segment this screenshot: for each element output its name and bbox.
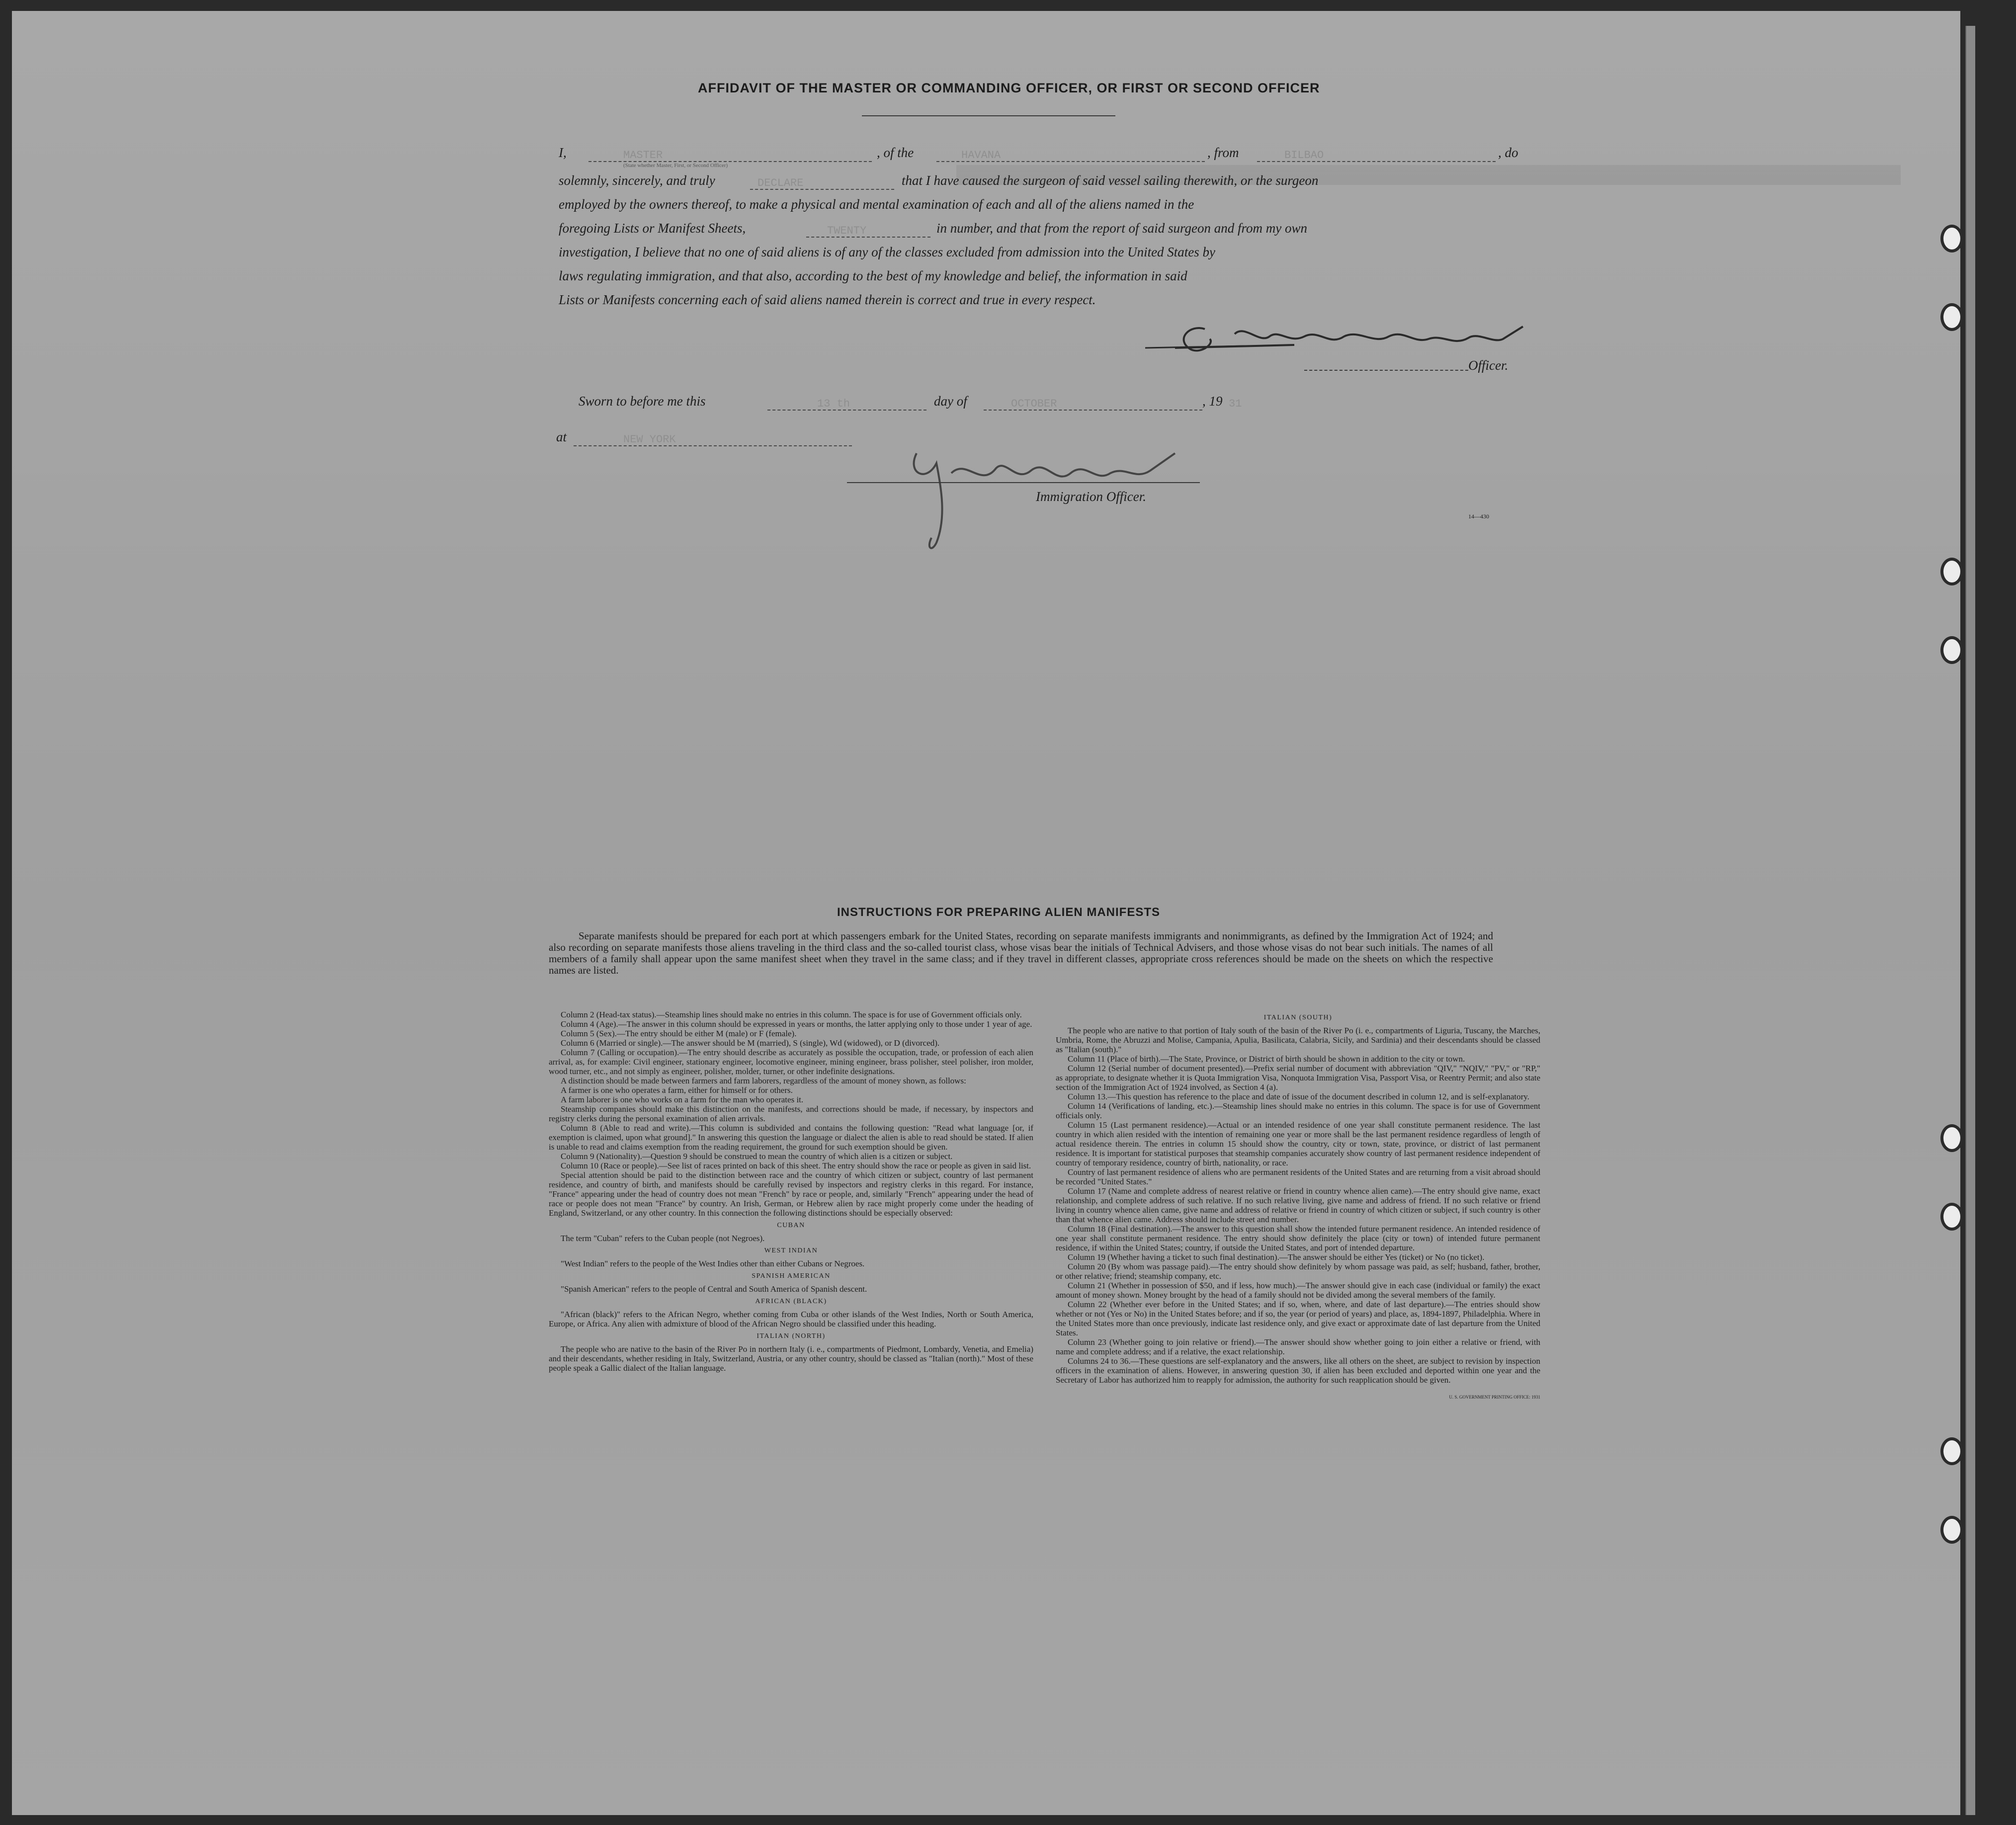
- sheets-value: TWENTY: [827, 225, 867, 237]
- right-column-heading: ITALIAN (SOUTH): [1263, 1014, 1333, 1021]
- instruction-paragraph: Column 4 (Age).—The answer in this column should be expressed in years or months, the latter applying only to those under 1 year of age.: [561, 1019, 1032, 1029]
- instruction-paragraph: Country of last permanent residence of aliens who are permanent residents of the United States and are returning from a visit abroad should be recorded "United States.": [1056, 1167, 1540, 1186]
- binder-hole: [1940, 1203, 1963, 1231]
- officer-label: Officer.: [1468, 358, 1509, 373]
- section-text: The people who are native to the basin of the River Po in northern Italy (i. e., compartments of Piedmont, Lombardy, Venetia, and Emelia) and their descendants, whether residing in Italy, Switzerland, Austria, or any other country, should be classed as "Italian (north)." Most of these people speak a Gallic dialect of the Italian language.: [549, 1344, 1033, 1373]
- instruction-paragraph: Column 8 (Able to read and write).—This column is subdivided and contains the following question: "Read what language [or, if exemption is claimed, upon what ground]." In answering this question the language or dialect the alien is able to read should be stated. If alien is unable to read and claims exemption from the reading requirement, the ground for such exemption should be given.: [549, 1123, 1033, 1152]
- affidavit-line7: Lists or Manifests concerning each of said aliens named therein is correct and true in every respect.: [559, 292, 1096, 307]
- vessel-value: HAVANA: [961, 149, 1001, 162]
- binder-hole: [1940, 225, 1963, 252]
- section-heading: AFRICAN (BLACK): [755, 1298, 827, 1305]
- affidavit-title: AFFIDAVIT OF THE MASTER OR COMMANDING OFFICER, OR FIRST OR SECOND OFFICER: [698, 81, 1320, 95]
- instruction-paragraph: Special attention should be paid to the distinction between race and the country of which citizen or subject, country of last permanent residence, and country of birth, and manifests should be carefully revised by inspectors and registry clerks in this regard. For instance, "France" appearing under the head of country does not mean "French" by race or people, and, similarly "French" appearing under the head of race or people does not mean "France" by country. An Irish, German, or Hebrew alien by race might properly come under the heading of England, Switzerland, or any other country. In this connection the following distinctions should be especially observed:: [549, 1170, 1033, 1218]
- affidavit-line6: laws regulating immigration, and that also, according to the best of my knowledge and belief, the information in said: [559, 268, 1187, 283]
- instruction-paragraph: A farm laborer is one who works on a farm for the man who operates it.: [561, 1095, 804, 1104]
- instruction-paragraph: Column 20 (By whom was passage paid).—The entry should show definitely by whom passage was paid, as self; husband, father, brother, or other relative; friend; steamship company, etc.: [1056, 1262, 1540, 1281]
- instruction-paragraph: Column 18 (Final destination).—The answer to this question shall show the intended future permanent residence. An intended residence of one year shall constitute permanent residence. The entry should show definitely the place (city or town) of intended future permanent residence, if within the United States; country, if outside the United States, and port of intended departure.: [1056, 1224, 1540, 1252]
- at-value: NEW YORK: [623, 433, 676, 446]
- instruction-paragraph: Steamship companies should make this distinction on the manifests, and corrections should be made, if necessary, by inspectors and registry clerks during the personal examination of alien arrivals.: [549, 1104, 1033, 1123]
- sworn-label: Sworn to before me this: [579, 394, 706, 409]
- instructions-title: INSTRUCTIONS FOR PREPARING ALIEN MANIFESTS: [837, 906, 1161, 919]
- instruction-paragraph: Column 14 (Verifications of landing, etc.).—Steamship lines should make no entries in this column. The space is for use of Government officials only.: [1056, 1101, 1540, 1120]
- instruction-paragraph: Column 22 (Whether ever before in the United States; and if so, when, where, and date of last departure).—The entries should show whether or not (Yes or No) in the United States before; and if so, the year (or period of years) and place, as, 1894-1897, Philadelphia. Where in the United States more than once previously, indicate last residence only, and give exact or approximate date of last departure from the United States.: [1056, 1300, 1540, 1337]
- immigration-officer-label: Immigration Officer.: [1036, 489, 1146, 504]
- instruction-paragraph: Column 2 (Head-tax status).—Steamship lines should make no entries in this column. The space is for use of Government officials only.: [561, 1010, 1022, 1019]
- port-value: BILBAO: [1284, 149, 1324, 162]
- section-text: "African (black)" refers to the African Negro, whether coming from Cuba or other islands of the West Indies, North or South America, Europe, or Africa. Any alien with admixture of blood of the African Negro should be classified under this heading.: [549, 1310, 1033, 1328]
- binder-hole: [1940, 303, 1963, 331]
- binder-hole: [1940, 1124, 1963, 1152]
- form-number: 14—430: [1468, 513, 1489, 520]
- instruction-paragraph: Columns 24 to 36.—These questions are self-explanatory and the answers, like all others on the sheet, are subject to revision by inspection officers in the examination of aliens. However, in answering question 30, if alien has been excluded and deported within one year and the Secretary of Labor has authorized him to reapply for admission, the authority for such reapplication should be given.: [1056, 1356, 1540, 1385]
- instruction-paragraph: Column 23 (Whether going to join relative or friend).—The answer should show whether going to join either a relative or friend, with name and complete address; and if a relative, the exact relationship.: [1056, 1337, 1540, 1356]
- instruction-paragraph: Column 10 (Race or people).—See list of races printed on back of this sheet. The entry should show the race or people as given in said list.: [561, 1161, 1031, 1170]
- instruction-paragraph: The people who are native to that portion of Italy south of the basin of the River Po (i. e., compartments of Liguria, Tuscany, the Marches, Umbria, Rome, the Abruzzi and Molise, Campania, Apulia, Basilicata, Calabria, Sicily, and Sardinia) and their descendants should be classed as "Italian (south).": [1056, 1026, 1540, 1054]
- do-label: , do: [1498, 145, 1518, 160]
- binder-hole: [1940, 558, 1963, 585]
- instruction-paragraph: Column 21 (Whether in possession of $50, and if less, how much).—The answer should give in each case (individual or family) the exact amount of money shown. Money brought by the head of a family should not be divided among the several members of the family.: [1056, 1281, 1540, 1300]
- sheets-line: [806, 237, 930, 238]
- printing-office-note: U. S. GOVERNMENT PRINTING OFFICE: 1931: [1449, 1395, 1540, 1400]
- role-hint: (State whether Master, First, or Second Officer): [623, 163, 728, 168]
- from-label: , from: [1207, 145, 1239, 160]
- affidavit-line3: employed by the owners thereof, to make a physical and mental examination of each and all of the aliens named in the: [559, 197, 1194, 212]
- officer-signature: [1145, 309, 1553, 364]
- instruction-paragraph: Column 12 (Serial number of document presented).—Prefix serial number of document with abbreviation "QIV," "NQIV," "PV," or "RP," as appropriate, to designate whether it is Quota Immigration Visa, Nonquota Immigration Visa, Passport Visa, or Reentry Permit; and also state section of the Immigration Act of 1924 involved, as Section 4 (a).: [1056, 1064, 1540, 1092]
- section-text: The term "Cuban" refers to the Cuban people (not Negroes).: [561, 1234, 765, 1243]
- instruction-paragraph: Column 9 (Nationality).—Question 9 should be construed to mean the country of which alien is a citizen or subject.: [561, 1152, 953, 1161]
- sworn-month-value: OCTOBER: [1011, 398, 1057, 410]
- officer-signature-line: [1304, 370, 1468, 371]
- role-value: MASTER: [623, 149, 663, 162]
- section-heading: SPANISH AMERICAN: [752, 1272, 831, 1280]
- instruction-paragraph: Column 19 (Whether having a ticket to such final destination).—The answer should be either Yes (ticket) or No (no ticket).: [1068, 1252, 1485, 1262]
- affidavit-line5: investigation, I believe that no one of said aliens is of any of the classes excluded from admission into the United States by: [559, 245, 1216, 259]
- instruction-paragraph: Column 15 (Last permanent residence).—Actual or an intended residence of one year shall constitute permanent residence. The last country in which alien resided with the intention of remaining one year or more shall be the last permanent residence regardless of length of actual residence therein. The entries in column 15 should show the country, city or town, state, province, or district of last permanent residence. It is important for statistical purposes that steamship companies accurately show country of last permanent residence independent of country of temporary residence, country of birth, nationality, or race.: [1056, 1120, 1540, 1167]
- at-line: [574, 445, 852, 446]
- section-heading: CUBAN: [777, 1222, 805, 1229]
- affidavit-line2-prefix: solemnly, sincerely, and truly: [559, 173, 715, 188]
- binder-hole: [1940, 1437, 1963, 1465]
- instruction-paragraph: A farmer is one who operates a farm, either for himself or for others.: [561, 1085, 793, 1095]
- instruction-paragraph: Column 17 (Name and complete address of nearest relative or friend in country whence alien came).—The entry should give name, exact relationship, and complete address of such relative. If no such relative living, give name and address of friend. If no such relative or friend living in country whence alien came, give name and address of relative or friend in country of which citizen or subject, if such country is other than that whence alien came. Address should include street and number.: [1056, 1186, 1540, 1224]
- binder-hole: [1940, 1516, 1963, 1544]
- page-edge: [1965, 26, 1975, 1815]
- of-the-label: , of the: [877, 145, 914, 160]
- sworn-day-value: 13 th: [817, 398, 850, 410]
- section-heading: ITALIAN (NORTH): [756, 1332, 826, 1340]
- instructions-intro: Separate manifests should be prepared for each port at which passengers embark for the United States, recording on separate manifests immigrants and nonimmigrants, as defined by the Immigration Act of 1924; and also recording on separate manifests those aliens traveling in the third class and the so-called tourist class, whose visas bear the initials of Technical Advisers, and those whose visas do not bear such initials. The names of all members of a family shall appear upon the same manifest sheet when they travel in the same class; and if they travel in different classes, appropriate cross references should be made on the sheets on which the respective names are listed.: [549, 930, 1493, 976]
- immigration-officer-line: [847, 482, 1200, 483]
- title-rule: [862, 115, 1115, 116]
- section-heading: WEST INDIAN: [764, 1247, 818, 1254]
- instructions-right-column: [1056, 1010, 1540, 1400]
- section-text: "Spanish American" refers to the people of Central and South America of Spanish descent.: [561, 1284, 867, 1294]
- year-value: 31: [1229, 398, 1242, 410]
- manifest-page: [12, 11, 1960, 1815]
- instruction-paragraph: Column 6 (Married or single).—The answer should be M (married), S (single), Wd (widowed), or D (divorced).: [561, 1038, 940, 1048]
- declare-value: DECLARE: [757, 177, 804, 189]
- binder-hole: [1940, 636, 1963, 664]
- instruction-paragraph: Column 11 (Place of birth).—The State, Province, or District of birth should be shown in addition to the city or town.: [1068, 1054, 1465, 1064]
- section-text: "West Indian" refers to the people of the West Indies other than either Cubans or Negroes.: [561, 1259, 865, 1268]
- i-label: I,: [559, 145, 567, 160]
- instruction-paragraph: A distinction should be made between farmers and farm laborers, regardless of the amount of money shown, as follows:: [561, 1076, 966, 1085]
- instruction-paragraph: Column 13.—This question has reference to the place and date of issue of the document described in column 12, and is self-explanatory.: [1068, 1092, 1529, 1101]
- at-label: at: [556, 429, 567, 444]
- affidavit-line4-prefix: foregoing Lists or Manifest Sheets,: [559, 221, 746, 236]
- instructions-left-column: [549, 1010, 1033, 1373]
- day-of-label: day of: [934, 394, 967, 409]
- affidavit-line4-rest: in number, and that from the report of said surgeon and from my own: [936, 221, 1307, 236]
- instruction-paragraph: Column 5 (Sex).—The entry should be either M (male) or F (female).: [561, 1029, 797, 1038]
- affidavit-line2-rest: that I have caused the surgeon of said vessel sailing therewith, or the surgeon: [902, 173, 1319, 188]
- instruction-paragraph: Column 7 (Calling or occupation).—The entry should describe as accurately as possible the occupation, trade, or profession of each alien arrival, as, for example: Civil engineer, stationary engineer, locomotive engineer, mining engineer, brass polisher, steel polisher, iron molder, wood turner, etc., and not simply as engineer, polisher, molder, turner, or other indefinite designations.: [549, 1048, 1033, 1076]
- year-prefix: , 19: [1202, 394, 1223, 409]
